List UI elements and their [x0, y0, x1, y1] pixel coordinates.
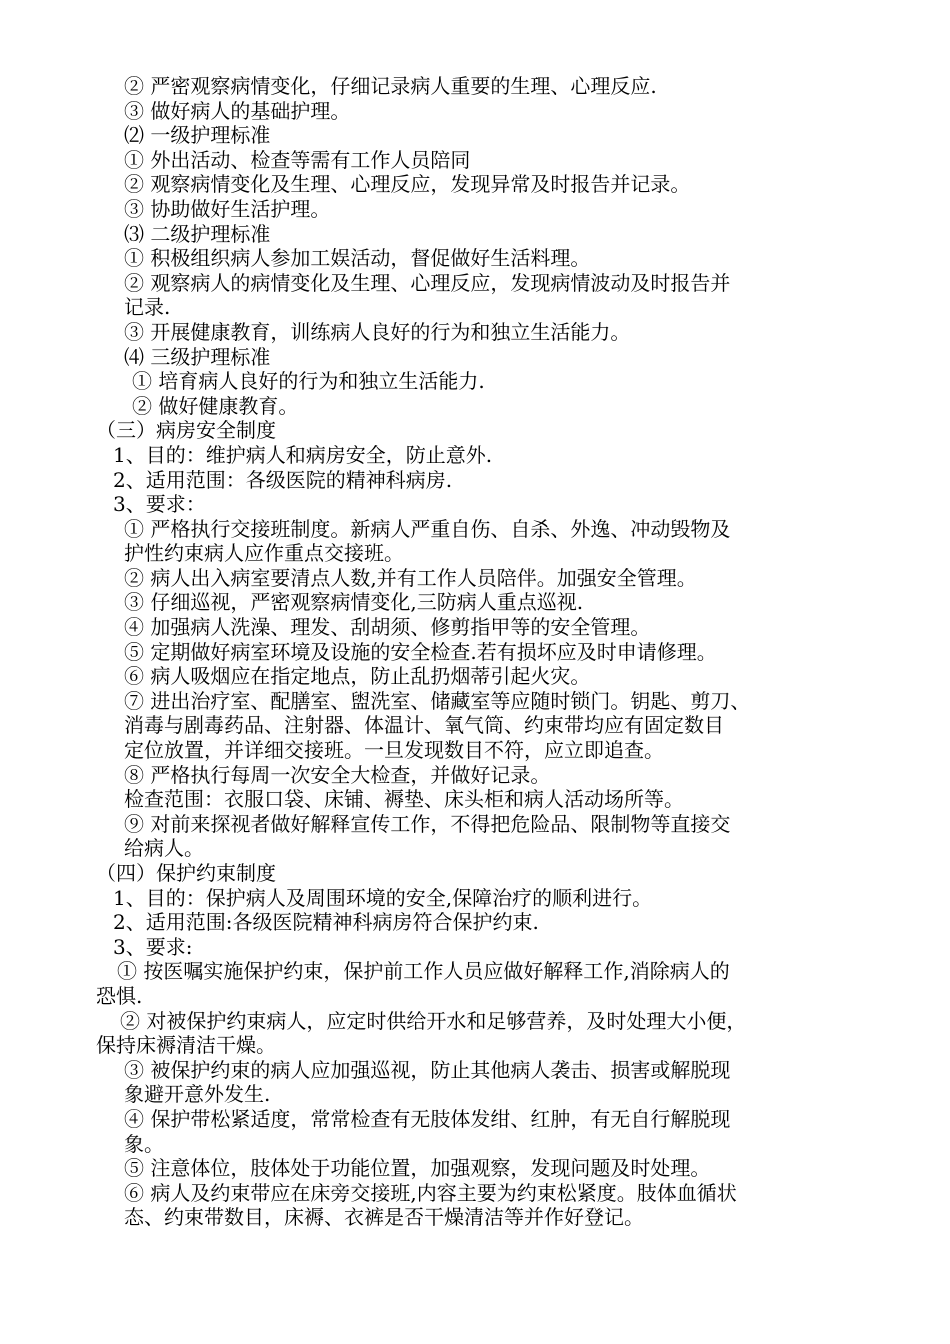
text-line: 象。 [124, 1131, 164, 1156]
section-heading: （四）保护约束制度 [96, 861, 276, 885]
text-line: 3、要求: [113, 934, 193, 959]
text-line: 消毒与剧毒药品、注射器、体温计、氧气筒、约束带均应有固定数目 [124, 713, 724, 738]
text-line: 保持床褥清洁干燥。 [96, 1033, 276, 1058]
text-line: ② 对被保护约束病人，应定时供给开水和足够营养，及时处理大小便， [120, 1008, 747, 1033]
text-line: 象避开意外发生. [124, 1082, 271, 1107]
text-line: ③ 被保护约束的病人应加强巡视，防止其他病人袭击、损害或解脱现 [124, 1057, 731, 1082]
text-line: ① 积极组织病人参加工娱活动，督促做好生活料理。 [124, 246, 591, 271]
text-line: ⑤ 注意体位，肢体处于功能位置，加强观察，发现问题及时处理。 [124, 1156, 711, 1181]
text-line: 护性约束病人应作重点交接班。 [124, 541, 404, 566]
text-line: 记录. [124, 295, 171, 320]
text-line: ⑵ 一级护理标准 [124, 123, 271, 148]
text-line: ⑥ 病人及约束带应在床旁交接班,内容主要为约束松紧度。肢体血循状 [124, 1180, 737, 1205]
text-line: ③ 做好病人的基础护理。 [124, 98, 351, 123]
text-line: ② 病人出入病室要清点人数,并有工作人员陪伴。加强安全管理。 [124, 565, 697, 590]
text-line: 恐惧. [96, 983, 143, 1008]
text-line: ② 观察病人的病情变化及生理、心理反应，发现病情波动及时报告并 [124, 270, 731, 295]
text-line: ① 严格执行交接班制度。新病人严重自伤、自杀、外逸、冲动毁物及 [124, 516, 731, 541]
text-line: ⑦ 进出治疗室、配膳室、盥洗室、储藏室等应随时锁门。钥匙、剪刀、 [124, 688, 751, 713]
text-line: ① 培育病人良好的行为和独立生活能力. [132, 369, 485, 394]
text-line: 1、目的：保护病人及周围环境的安全,保障治疗的顺利进行。 [113, 885, 653, 910]
document-page [0, 74, 950, 1230]
text-line: ① 外出活动、检查等需有工作人员陪同 [124, 147, 471, 172]
text-line: 定位放置，并详细交接班。一旦发现数目不符，应立即追查。 [124, 738, 664, 763]
text-line: 3、要求： [113, 492, 206, 517]
text-line: ③ 协助做好生活护理。 [124, 196, 331, 221]
text-line: ⑧ 严格执行每周一次安全大检查，并做好记录。 [124, 762, 551, 787]
text-line: ⑥ 病人吸烟应在指定地点，防止乱扔烟蒂引起火灾。 [124, 664, 591, 689]
section-heading: （三）病房安全制度 [96, 418, 276, 443]
text-line: ② 严密观察病情变化，仔细记录病人重要的生理、心理反应. [124, 74, 657, 98]
text-line: ④ 加强病人洗澡、理发、刮胡须、修剪指甲等的安全管理。 [124, 615, 651, 640]
text-line: ④ 保护带松紧适度，常常检查有无肢体发绀、红肿，有无自行解脱现 [124, 1106, 731, 1131]
text-line: ③ 开展健康教育，训练病人良好的行为和独立生活能力。 [124, 319, 631, 344]
text-line: ③ 仔细巡视，严密观察病情变化,三防病人重点巡视. [124, 590, 584, 615]
text-line: ⑨ 对前来探视者做好解释宣传工作，不得把危险品、限制物等直接交 [124, 811, 731, 836]
text-line: ⑷ 三级护理标准 [124, 344, 271, 369]
text-line: ⑤ 定期做好病室环境及设施的安全检查.若有损坏应及时申请修理。 [124, 639, 717, 664]
text-line: ② 观察病情变化及生理、心理反应，发现异常及时报告并记录。 [124, 172, 691, 197]
text-line: 2、适用范围：各级医院的精神科病房. [113, 467, 453, 492]
text-line: ⑶ 二级护理标准 [124, 221, 271, 246]
text-line: ② 做好健康教育。 [132, 393, 299, 418]
text-line: 2、适用范围:各级医院精神科病房符合保护约束. [113, 910, 539, 935]
text-line: 1、目的：维护病人和病房安全，防止意外. [113, 442, 493, 467]
text-line: ① 按医嘱实施保护约束，保护前工作人员应做好解释工作,消除病人的 [117, 959, 730, 984]
text-line: 检查范围：衣服口袋、床铺、褥垫、床头柜和病人活动场所等。 [124, 787, 684, 812]
text-line: 给病人。 [124, 836, 204, 861]
text-line: 态、约束带数目，床褥、衣裤是否干燥清洁等并作好登记。 [124, 1205, 644, 1230]
